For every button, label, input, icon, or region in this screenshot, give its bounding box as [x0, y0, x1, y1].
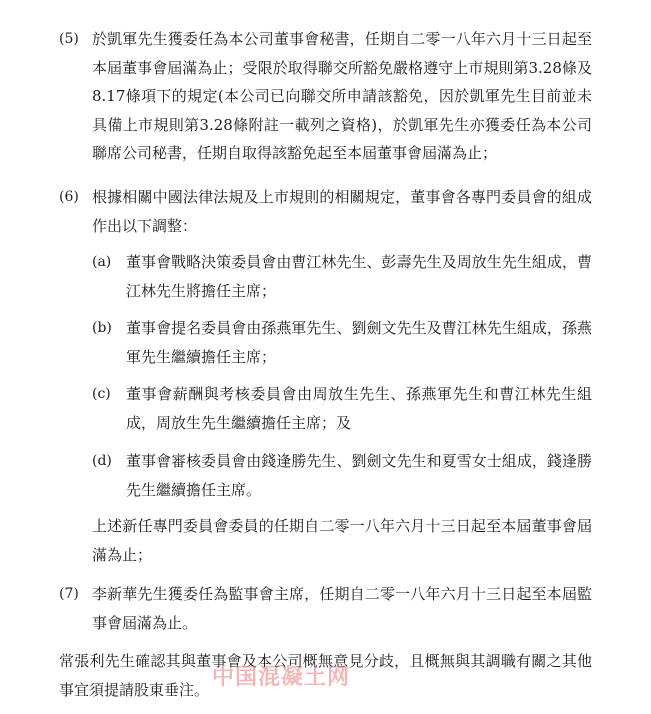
item-number: (7) [59, 586, 79, 602]
item-number: (d) [92, 453, 112, 469]
item-number: (c) [92, 386, 111, 402]
item-text: 董事會審核委員會由錢逢勝先生、劉劍文先生和夏雪女士組成，錢逢勝先生繼續擔任主席。 [126, 452, 592, 499]
item-text: 根據相關中國法律法規及上市規則的相關規定，董事會各專門委員會的組成作出以下調整： [92, 188, 592, 235]
paragraph-text: 上述新任專門委員會委員的任期自二零一八年六月十三日起至本屆董事會屆滿為止； [92, 517, 592, 564]
item-number: (6) [59, 189, 79, 205]
watermark: 中国混凝土网 [212, 665, 351, 690]
item-number: (a) [92, 254, 112, 270]
item-text: 董事會提名委員會由孫燕軍先生、劉劍文先生及曹江林先生組成，孫燕軍先生繼續擔任主席； [126, 319, 592, 366]
item-text: 董事會戰略決策委員會由曹江林先生、彭壽先生及周放生先生組成，曹江林先生將擔任主席； [126, 253, 592, 300]
item-text: 李新華先生獲委任為監事會主席，任期自二零一八年六月十三日起至本屆監事會屆滿為止。 [92, 585, 592, 632]
item-text: 於凱軍先生獲委任為本公司董事會秘書，任期自二零一八年六月十三日起至本屆董事會屆滿為止；受限於取得聯交所豁免嚴格遵守上市規則第3.28條及8.17條項下的規定(本公司已向聯交所申請該豁免，因於凱軍先生目前並未具備上市規則第3.28條附註一載列之資格)，於凱軍先生亦獲委任為本公司聯席公司秘書，任期自取得該豁免起至本屆董事會屆滿為止； [92, 30, 592, 162]
paragraph-text: 常張利先生確認其與董事會及本公司概無意見分歧，且概無與其調職有關之其他事宜須提請股東垂注。 [59, 652, 592, 699]
item-text: 董事會薪酬與考核委員會由周放生先生、孫燕軍先生和曹江林先生組成，周放生先生繼續擔任主席；及 [126, 385, 592, 432]
item-number: (b) [92, 320, 112, 336]
item-number: (5) [59, 31, 79, 47]
